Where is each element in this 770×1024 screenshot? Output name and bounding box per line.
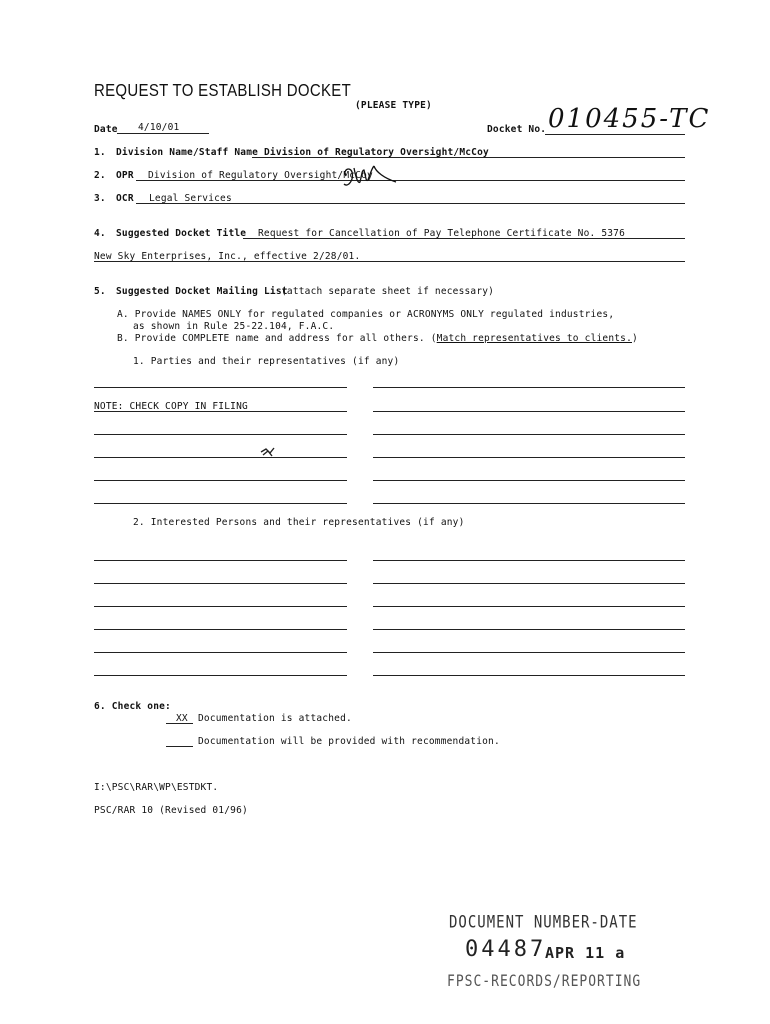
item3-value[interactable]: Legal Services	[149, 193, 232, 204]
item5-instruction-a1: A. Provide NAMES ONLY for regulated companies or ACRONYMS ONLY regulated industries,	[117, 309, 615, 320]
parties-heading: 1. Parties and their representatives (if any)	[133, 356, 400, 367]
party-line-left-2[interactable]	[94, 411, 347, 412]
check-option-attached: Documentation is attached.	[198, 713, 352, 724]
item4-underline-2	[94, 261, 685, 262]
item2-value[interactable]: Division of Regulatory Oversight/McCoy	[148, 170, 373, 181]
docket-label: Docket No.	[487, 124, 547, 135]
item3-number: 3.	[94, 193, 106, 204]
date-label: Date	[94, 124, 118, 135]
item4-label: Suggested Docket Title	[116, 228, 247, 239]
item4-value-line1[interactable]: Request for Cancellation of Pay Telephone Certificate No. 5376	[258, 228, 626, 239]
party-line-left-5[interactable]	[94, 480, 347, 481]
interested-line-right-2[interactable]	[373, 583, 685, 584]
interested-line-right-3[interactable]	[373, 606, 685, 607]
interested-line-right-4[interactable]	[373, 629, 685, 630]
interested-line-left-4[interactable]	[94, 629, 347, 630]
file-path: I:\PSC\RAR\WP\ESTDKT.	[94, 782, 219, 793]
docket-underline	[545, 134, 685, 135]
item1-number: 1.	[94, 147, 106, 158]
note-check-copy: NOTE: CHECK COPY IN FILING	[94, 401, 248, 412]
form-id: PSC/RAR 10 (Revised 01/96)	[94, 805, 248, 816]
party-line-left-3[interactable]	[94, 434, 347, 435]
check-line-1[interactable]	[166, 723, 193, 724]
party-line-right-4[interactable]	[373, 457, 685, 458]
stamp-date: APR 11 a	[545, 944, 626, 962]
party-line-right-1[interactable]	[373, 387, 685, 388]
interested-line-left-1[interactable]	[94, 560, 347, 561]
check-option-recommendation: Documentation will be provided with recommendation.	[198, 736, 500, 747]
party-line-left-6[interactable]	[94, 503, 347, 504]
interested-line-left-6[interactable]	[94, 675, 347, 676]
party-line-left-1[interactable]	[94, 387, 347, 388]
date-value[interactable]: 4/10/01	[138, 122, 180, 133]
check-xx-mark[interactable]: XX	[176, 713, 188, 724]
initials-signature	[340, 160, 402, 192]
item4-underline-1	[243, 238, 685, 239]
item1-value[interactable]: Division of Regulatory Oversight/McCoy	[264, 147, 489, 158]
interested-line-right-6[interactable]	[373, 675, 685, 676]
item5-label: Suggested Docket Mailing List	[116, 286, 288, 297]
item4-value-line2[interactable]: New Sky Enterprises, Inc., effective 2/28/01.	[94, 251, 361, 262]
item2-label: OPR	[116, 170, 134, 181]
interested-line-right-5[interactable]	[373, 652, 685, 653]
item1-label: Division Name/Staff Name	[116, 147, 259, 158]
item3-label: OCR	[116, 193, 134, 204]
item6-label: 6. Check one:	[94, 701, 171, 712]
item5-note: (attach separate sheet if necessary)	[281, 286, 495, 297]
stamp-records-reporting: FPSC-RECORDS/REPORTING	[447, 973, 642, 991]
interested-line-right-1[interactable]	[373, 560, 685, 561]
party-line-right-5[interactable]	[373, 480, 685, 481]
please-type-note: (PLEASE TYPE)	[355, 100, 432, 111]
item5-instruction-a2: as shown in Rule 25-22.104, F.A.C.	[133, 321, 335, 332]
form-title: REQUEST TO ESTABLISH DOCKET	[94, 81, 352, 101]
check-line-2[interactable]	[166, 746, 193, 747]
item1-underline	[252, 157, 685, 158]
party-line-right-2[interactable]	[373, 411, 685, 412]
interested-line-left-2[interactable]	[94, 583, 347, 584]
stamp-document-number: 04487	[465, 937, 547, 962]
ink-smudge-mark	[258, 444, 278, 460]
party-line-right-6[interactable]	[373, 503, 685, 504]
interested-heading: 2. Interested Persons and their representatives (if any)	[133, 517, 465, 528]
item3-underline	[136, 203, 685, 204]
party-line-right-3[interactable]	[373, 434, 685, 435]
date-underline	[117, 133, 209, 134]
item4-number: 4.	[94, 228, 106, 239]
item2-number: 2.	[94, 170, 106, 181]
item5-instruction-b: B. Provide COMPLETE name and address for all others. (Match representatives to clients.)	[117, 333, 638, 344]
item5-number: 5.	[94, 286, 106, 297]
stamp-document-number-date: DOCUMENT NUMBER-DATE	[449, 913, 638, 933]
docket-number-handwritten[interactable]: 010455-TC	[548, 104, 711, 134]
item2-underline	[136, 180, 685, 181]
party-line-left-4[interactable]	[94, 457, 347, 458]
interested-line-left-3[interactable]	[94, 606, 347, 607]
interested-line-left-5[interactable]	[94, 652, 347, 653]
